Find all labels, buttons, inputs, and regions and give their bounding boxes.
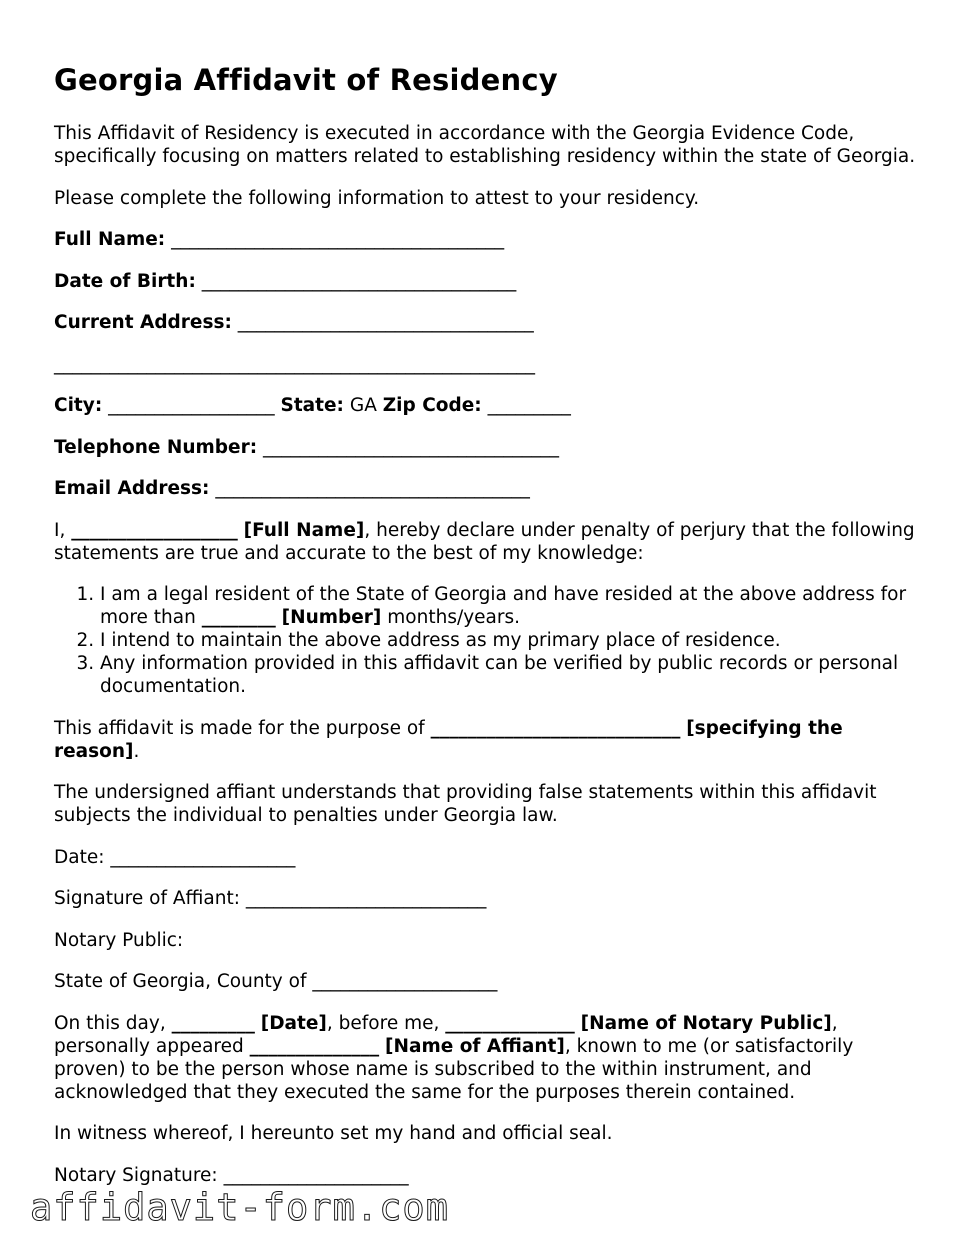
affiant-signature-blank[interactable]: __________________________ [245,888,487,909]
statement-item [100,652,924,698]
statement-item [100,583,924,629]
purpose-paragraph [54,717,924,763]
city-blank[interactable]: __________________ [108,395,275,416]
city-state-zip-row [54,394,924,417]
notary-name-blank[interactable]: ______________ [445,1012,575,1034]
purpose-end: . [133,740,140,762]
date-label: Date: [54,846,105,868]
county-field[interactable] [54,970,924,993]
notary-signature-label: Notary Signature: [54,1164,218,1186]
email-label: Email Address: [54,478,210,499]
telephone-blank[interactable]: ________________________________ [263,436,560,458]
date-blank[interactable]: ____________________ [110,846,296,868]
declaration-name-placeholder: [Full Name] [243,519,365,541]
purpose-placeholder: [specifying the reason] [54,717,843,762]
current-address-blank[interactable]: ________________________________ [237,312,534,333]
full-name-blank[interactable]: ____________________________________ [171,229,505,250]
statement-1-suffix: months/years. [387,607,520,628]
notary-signature-blank[interactable]: ____________________ [223,1164,409,1186]
full-name-field[interactable] [54,228,924,251]
acknowledgement-paragraph: The undersigned affiant understands that providing false statements within this affidavit subjects the individual to penalties under Georgia law. [54,782,877,826]
current-address-field[interactable] [54,311,924,334]
number-placeholder: [Number] [281,607,382,628]
purpose-text: This affidavit is made for the purpose of [54,717,425,739]
intro-paragraph: This Affidavit of Residency is executed in accordance with the Georgia Evidence Code, specifically focusing on matters related to establishing residency within the state of Georgia. [54,123,916,167]
affiant-signature-label: Signature of Affiant: [54,888,240,909]
declaration-prefix: I, [54,519,66,541]
current-address-label: Current Address: [54,312,232,333]
telephone-label: Telephone Number: [54,436,258,458]
witness-paragraph: In witness whereof, I hereunto set my hand and official seal. [54,1123,613,1144]
declaration-name-blank[interactable]: __________________ [71,519,238,541]
notary-signature-field[interactable] [54,1164,924,1187]
notary-affiant-placeholder: [Name of Affiant] [385,1035,565,1057]
email-blank[interactable]: __________________________________ [215,478,530,499]
statement-item [100,629,924,652]
watermark-text: affidavit-form.com [30,1186,449,1229]
state-value: GA [349,395,377,416]
purpose-blank[interactable]: ___________________________ [430,717,681,739]
notary-date-blank[interactable]: _________ [171,1012,255,1034]
declaration-paragraph [54,519,924,565]
zip-code-blank[interactable]: _________ [487,395,571,416]
state-label: State: [280,395,344,416]
notary-text-3: , personally appeared [54,1012,838,1057]
statements-list [54,583,924,698]
county-label: State of Georgia, County of [54,971,307,992]
notary-text-4: , known to me (or satisfactorily proven) to be the person whose name is subscribed to the within instrument, and acknowledged that they executed the same for the purposes therein contained. [54,1035,854,1103]
notary-date-placeholder: [Date] [260,1012,327,1034]
county-blank[interactable]: ____________________ [312,971,498,992]
address-line-2-blank[interactable]: ____________________________________________________ [54,353,535,375]
notary-public-heading: Notary Public: [54,929,184,951]
notary-name-placeholder: [Name of Notary Public] [580,1012,832,1034]
months-years-blank[interactable]: ________ [201,607,276,628]
document-title: Georgia Affidavit of Residency [54,63,558,97]
date-of-birth-blank[interactable]: __________________________________ [201,270,517,292]
telephone-field[interactable] [54,436,924,459]
affiant-signature-field[interactable] [54,887,924,910]
date-of-birth-label: Date of Birth: [54,270,196,292]
full-name-label: Full Name: [54,229,166,250]
notary-affiant-blank[interactable]: ______________ [249,1035,380,1057]
zip-code-label: Zip Code: [382,395,482,416]
date-field[interactable] [54,846,924,869]
city-label: City: [54,395,103,416]
notary-text-2: , before me, [326,1012,440,1034]
notary-text-1: On this day, [54,1012,166,1034]
statement-1-text: I am a legal resident of the State of Georgia and have resided at the above address for more than [100,584,907,628]
affidavit-document [54,62,924,1205]
declaration-text: , hereby declare under penalty of perjury that the following statements are true and accurate to the best of my knowledge: [54,519,915,564]
notary-paragraph [54,1012,924,1104]
email-field[interactable] [54,477,924,500]
statement-2-text: I intend to maintain the above address as my primary place of residence. [100,630,781,651]
statement-3-text: Any information provided in this affidavit can be verified by public records or personal documentation. [100,653,899,697]
date-of-birth-field[interactable] [54,270,924,293]
instruction-paragraph: Please complete the following information to attest to your residency. [54,187,700,209]
address-line-2-field[interactable] [54,353,924,376]
